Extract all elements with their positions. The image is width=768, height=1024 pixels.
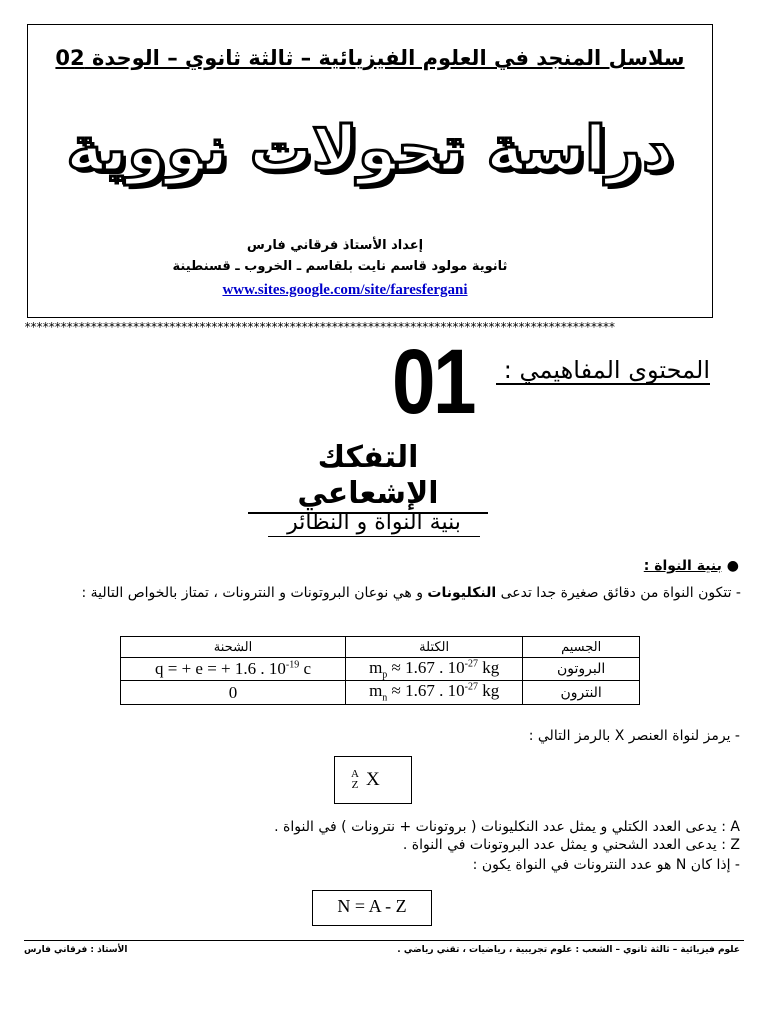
mass-unit: kg <box>477 658 500 677</box>
table-row <box>121 658 640 681</box>
mass-prefix: m <box>369 681 383 701</box>
proton-mass <box>346 658 523 681</box>
table-row <box>121 681 640 704</box>
mass-exp: -27 <box>464 681 478 693</box>
header-particle: الجسيم <box>523 637 640 658</box>
neutron-mass <box>346 681 523 704</box>
mass-exp: -27 <box>464 658 478 670</box>
series-title: سلاسل المنجد في العلوم الفيزيائية – ثالثة ثانوي – الوحدة 02 <box>55 46 685 70</box>
footer-subject: علوم فيزيائية – ثالثة ثانوي – الشعب : علوم تجريبية ، رياضيات ، تقني رياضي . <box>397 945 740 955</box>
atomic-number-script: Z <box>351 779 359 791</box>
intro-suffix: و هي نوعان البروتونات و النترونات ، تمتاز بالخواص التالية : <box>81 585 428 601</box>
definition-a: A : يدعى العدد الكتلي و يمثل عدد النكليونات ( بروتونات + نترونات ) في النواة . <box>274 819 740 835</box>
website-link[interactable]: www.sites.google.com/site/faresfergani <box>222 282 468 298</box>
mass-value: ≈ 1.67 . 10 <box>387 658 465 677</box>
main-title: دراسة تحولات نووية <box>66 112 674 185</box>
mass-value: ≈ 1.67 . 10 <box>387 681 465 701</box>
footer-divider <box>24 940 744 941</box>
table-header-row <box>121 637 640 658</box>
structure-heading <box>600 558 739 574</box>
section-title: التفكك الإشعاعي <box>248 440 488 514</box>
mass-unit: kg <box>477 681 500 701</box>
symbol-intro: - يرمز لنواة العنصر X بالرمز التالي : <box>528 728 740 744</box>
charge-exp: -19 <box>285 659 300 671</box>
neutron-name: النترون <box>523 681 640 704</box>
prepared-by: إعداد الأستاذ فرقاني فارس <box>246 238 424 253</box>
unit-number: 01 <box>392 331 474 433</box>
mass-sub: n <box>382 692 388 704</box>
structure-heading-text: بنية النواة : <box>643 558 722 574</box>
mass-sub: p <box>382 669 388 681</box>
intro-prefix: - تتكون النواة من دقائق صغيرة جدا تدعى <box>496 585 741 601</box>
charge-unit: c <box>299 659 312 679</box>
header-mass: الكتلة <box>346 637 523 658</box>
mass-number-script: A <box>351 768 359 780</box>
symbol-letter: X <box>366 769 380 790</box>
definition-z: Z : يدعى العدد الشحني و يمثل عدد البروتونات في النواة . <box>402 837 740 853</box>
school-name: ثانوية مولود قاسم نايت بلقاسم ـ الخروب ـ قسنطينة <box>172 259 508 274</box>
mass-prefix: m <box>369 658 383 677</box>
subsection-title: بنية النواة و النظائر <box>268 510 480 537</box>
concept-label: المحتوى المفاهيمي : <box>496 357 710 385</box>
intro-paragraph <box>18 583 741 603</box>
formula-text: N = A - Z <box>337 896 407 916</box>
bullet-icon: ● <box>726 558 739 574</box>
intro-bold: النكليونات <box>427 585 497 601</box>
charge-value: q = + e = + 1.6 . 10 <box>154 659 286 679</box>
proton-name: البروتون <box>523 658 640 681</box>
symbol-scripts <box>351 769 359 791</box>
header-charge: الشحنة <box>121 637 346 658</box>
neutron-charge: 0 <box>121 681 346 704</box>
proton-charge <box>121 658 346 681</box>
footer-author: الأستاذ : فرقاني فارس <box>24 945 128 955</box>
particles-table <box>120 636 640 705</box>
star-separator: ************************************************************************************************** <box>24 320 615 334</box>
definition-n: - إذا كان N هو عدد النترونات في النواة يكون : <box>472 857 740 873</box>
